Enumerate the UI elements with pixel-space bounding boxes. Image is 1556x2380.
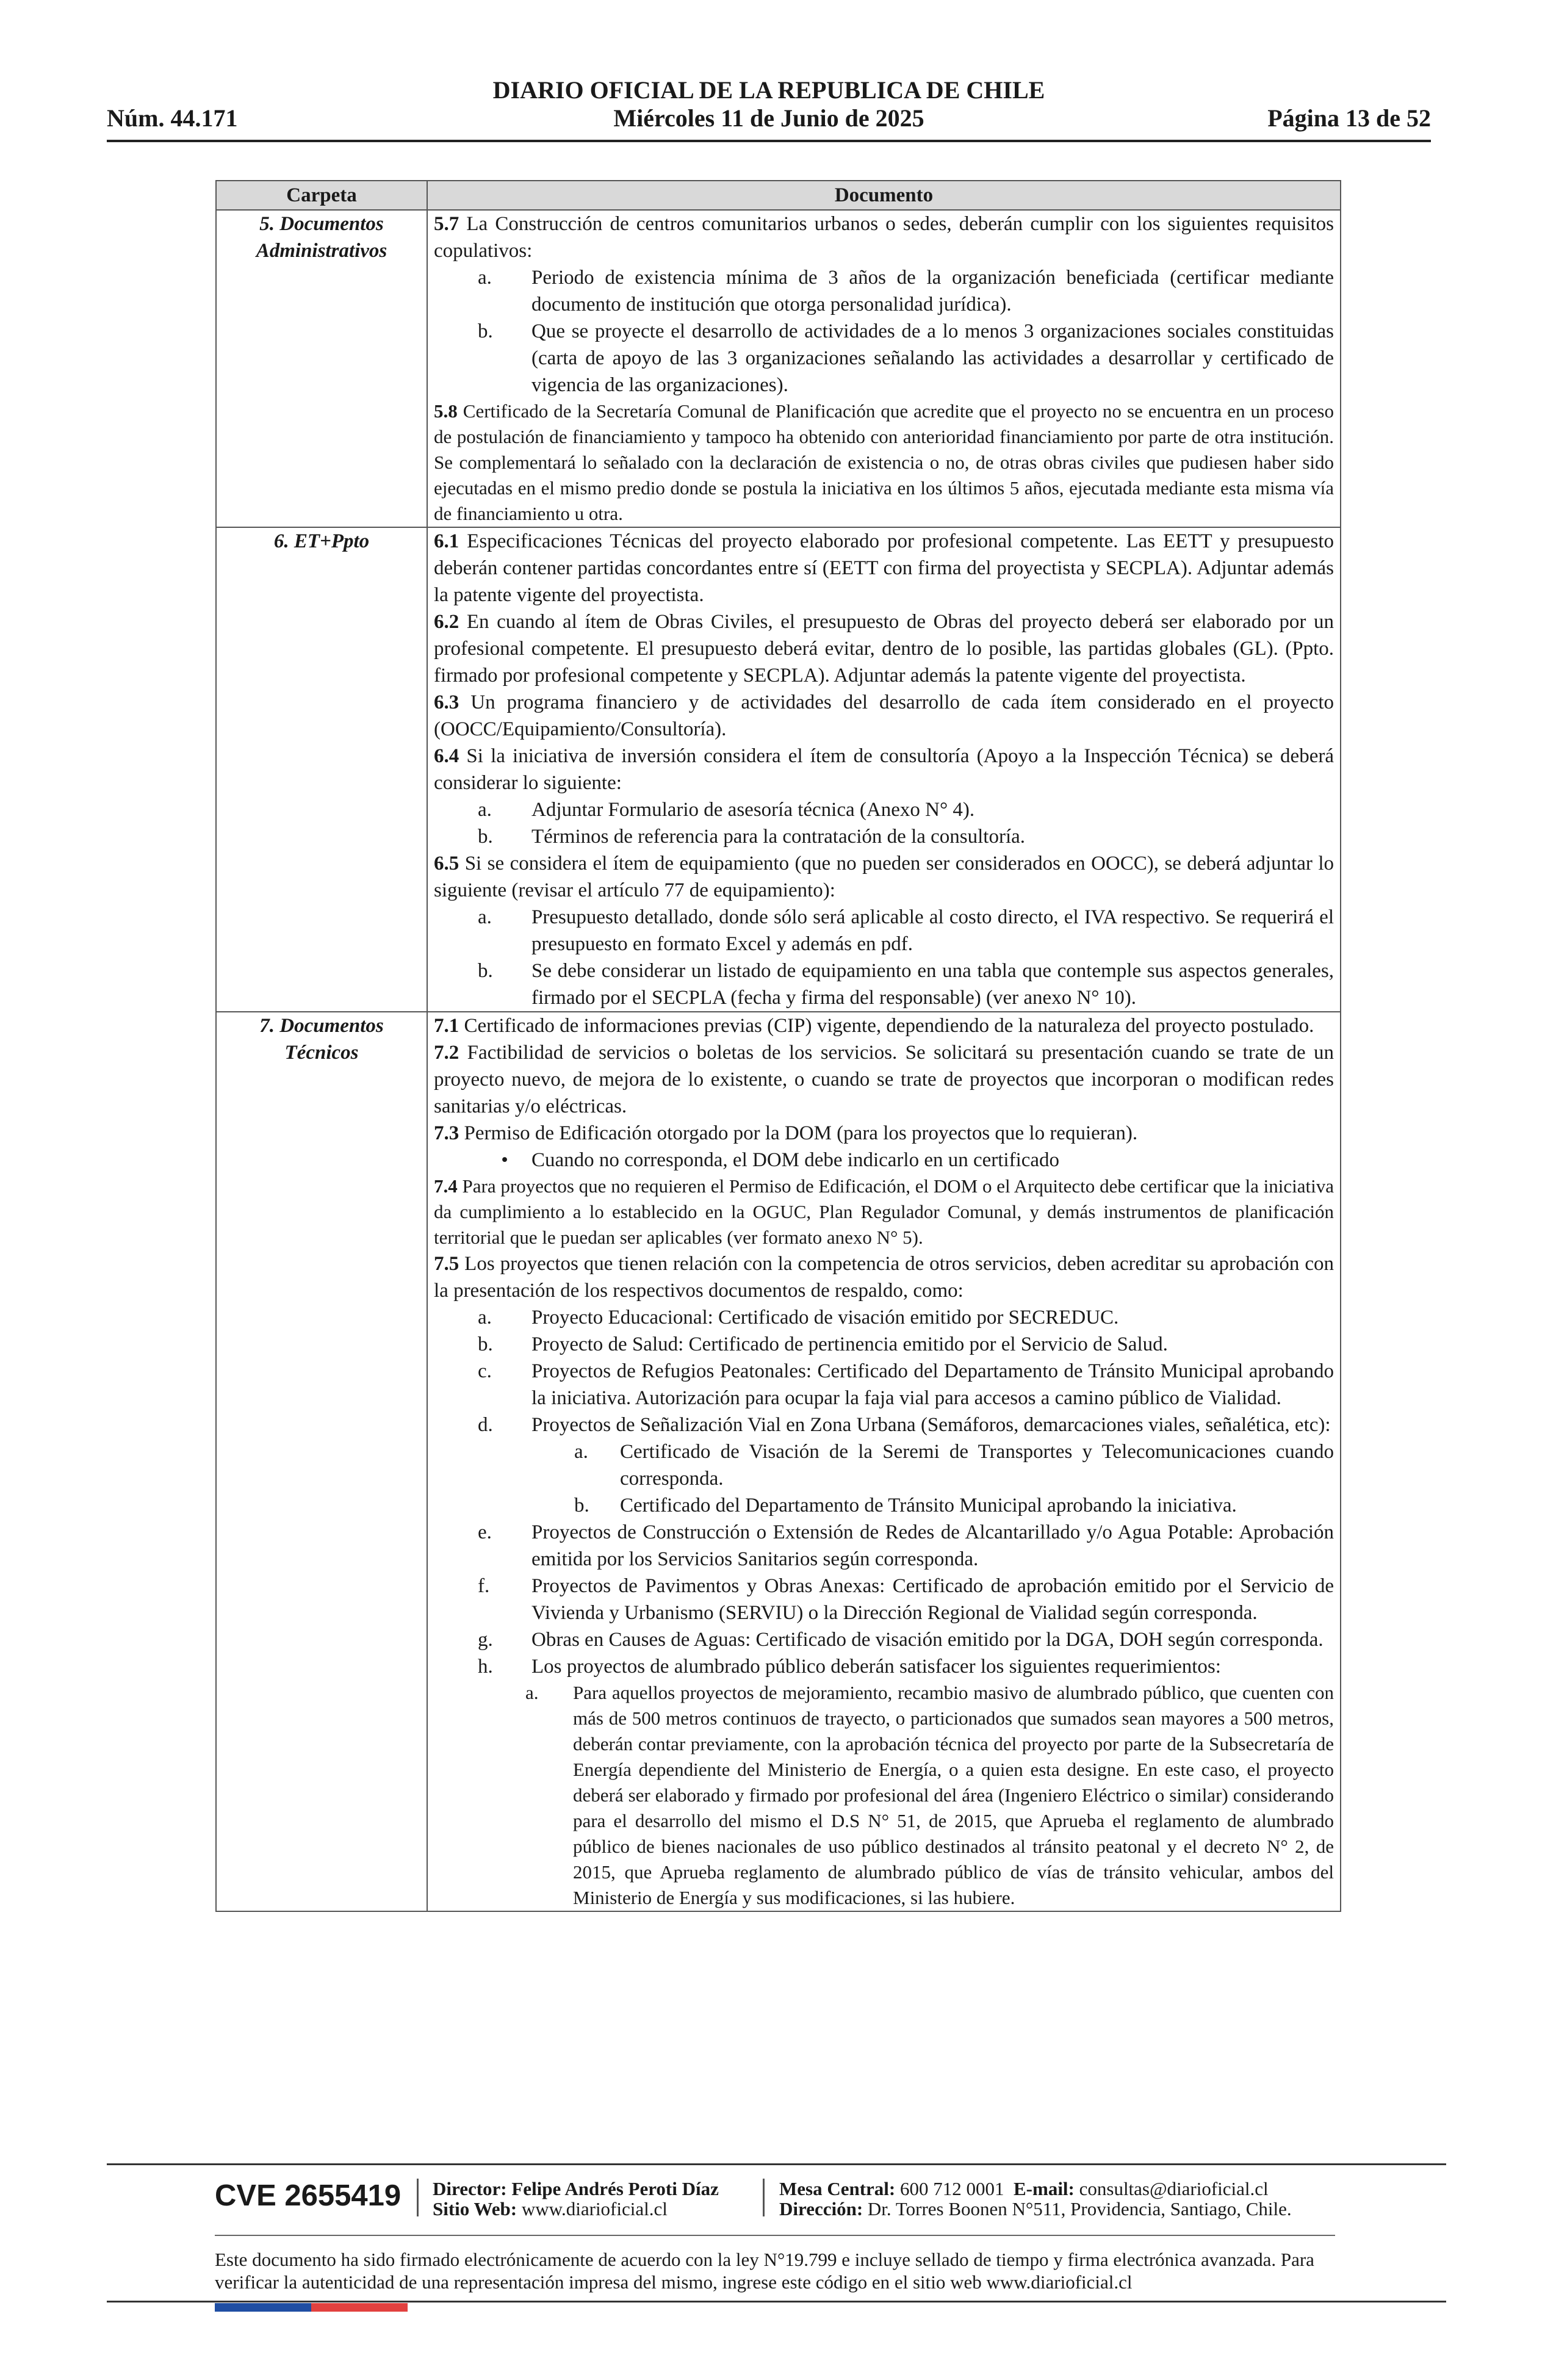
issue-date: Miércoles 11 de Junio de 2025 [613,104,924,132]
paragraph-7-1: 7.1 Certificado de informaciones previas (CIP) vigente, dependiendo de la naturaleza del proyecto postulado. [434,1015,1314,1037]
list-item: b. Se debe considerar un listado de equipamiento en una tabla que contemple sus aspectos generales, firmado por el SECPLA (fecha y firma del responsable) (ver anexo N° 10). [478,960,1334,1009]
sub-list-item: a. Certificado de Visación de la Seremi de Transportes y Telecomunicaciones cuando corresponda. [574,1441,1334,1490]
paragraph-5-7: 5.7 La Construcción de centros comunitarios urbanos o sedes, deberán cumplir con los siguientes requisitos copulativos: [434,213,1334,262]
paragraph-7-5: 7.5 Los proyectos que tienen relación con la competencia de otros servicios, deben acreditar su aprobación con la presentación de los respectivos documentos de respaldo, como: [434,1253,1334,1302]
paragraph-6-4: 6.4 Si la iniciativa de inversión considera el ítem de consultoría (Apoyo a la Inspección Técnica) se deberá considerar lo siguiente: [434,745,1334,794]
address: Dr. Torres Boonen N°511, Providencia, Santiago, Chile. [863,2198,1292,2220]
document-cell [427,527,1341,1012]
list-item: e. Proyectos de Construcción o Extensión de Redes de Alcantarillado y/o Agua Potable: Aprobación emitida por los Servicios Sanitarios según corresponda. [478,1521,1334,1570]
folder-label: 6. ET+Ppto [273,530,370,552]
list-item: b. Términos de referencia para la contratación de la consultoría. [478,826,1026,848]
document-cell [427,210,1341,527]
flag-stripe-red [311,2303,408,2312]
header-rule [107,140,1431,142]
footer-rule [107,2301,1446,2302]
list-item: b. Que se proyecte el desarrollo de actividades de a lo menos 3 organizaciones sociales constituidas (carta de apoyo de las 3 organizaciones señalando las actividades a desarrollar y certificado de vigencia de las organizaciones). [478,320,1334,396]
table-header-row [216,181,1341,210]
paragraph-7-3: 7.3 Permiso de Edificación otorgado por la DOM (para los proyectos que lo requieran). [434,1122,1138,1144]
paragraph-6-1: 6.1 Especificaciones Técnicas del proyecto elaborado por profesional competente. Las EETT y presupuesto deberán contener partidas concordantes entre sí (EETT con firma del proyectista y SECPLA). Adjuntar además la patente vigente del proyectista. [434,530,1334,606]
folder-cell [216,527,427,1012]
page-header [107,76,1431,145]
list-item: c. Proyectos de Refugios Peatonales: Certificado del Departamento de Tránsito Municipal aprobando la iniciativa. Autorización para ocupar la faja vial para accesos a camino público de Vialidad. [478,1360,1334,1409]
folder-label: 7. Documentos [259,1015,384,1037]
folder-column-header: Carpeta [216,181,427,210]
list-item: a. Periodo de existencia mínima de 3 años de la organización beneficiada (certificar mediante documento de institución que otorga personalidad jurídica). [478,267,1334,316]
document-column-header: Documento [427,181,1341,210]
table-row [216,527,1341,1012]
page-number: Página 13 de 52 [1267,104,1431,132]
folder-label: 5. Documentos [259,213,384,235]
cve-code: CVE 2655419 [215,2179,402,2212]
paragraph-7-4: 7.4 Para proyectos que no requieren el Permiso de Edificación, el DOM o el Arquitecto debe certificar que la iniciativa da cumplimiento a lo establecido en la OGUC, Plan Regulador Comunal, y demás instrumentos de planificación territorial que le puedan ser aplicables (ver formato anexo N° 5). [434,1175,1334,1248]
list-item: f. Proyectos de Pavimentos y Obras Anexas: Certificado de aprobación emitido por el Servicio de Vivienda y Urbanismo (SERVIU) o la Dirección Regional de Vialidad según corresponda. [478,1575,1334,1624]
flag-stripe-blue [215,2303,311,2312]
documents-table [215,180,1341,1912]
folder-label: Administrativos [256,240,387,262]
paragraph-7-2: 7.2 Factibilidad de servicios o boletas de los servicios. Se solicitará su presentación cuando se trate de un proyecto nuevo, de mejora de lo existente, o cuando se trate de proyectos que incorporan o modifican redes sanitarias y/o eléctricas. [434,1042,1334,1117]
footer-divider [417,2179,419,2216]
footer-rule [215,2235,1335,2236]
sub-list-item: a. Para aquellos proyectos de mejoramiento, recambio masivo de alumbrado público, que cuenten con más de 500 metros continuos de trayecto, o particionados que sumados sean mayores a 500 metros, deberán contar previamente, con la aprobación técnica del proyecto por parte de la Subsecretaría de Energía dependiente del Ministerio de Energía, o a quien esta designe. En este caso, el proyecto deberá ser elaborado y firmado por profesional del área (Ingeniero Eléctrico o similar) considerando para el desarrollo del mismo el D.S N° 51, de 2015, que Aprueba el reglamento de alumbrado público de bienes nacionales de uso público destinados al tránsito peatonal y el decreto N° 2, de 2015, que Aprueba reglamento de alumbrado público de vías de tránsito vehicular, ambos del Ministerio de Energía y sus modificaciones, si las hubiere. [525,1682,1334,1908]
folder-label: Técnicos [284,1042,359,1064]
issue-number: Núm. 44.171 [107,104,238,132]
footer-rule [107,2163,1446,2165]
website: www.diarioficial.cl [517,2198,668,2220]
list-item: g. Obras en Causes de Aguas: Certificado de visación emitido por la DGA, DOH según corresponda. [478,1629,1324,1651]
folder-cell [216,210,427,527]
footer-contact-block: Mesa Central: 600 712 0001 E-mail: consultas@diarioficial.cl Dirección: Dr. Torres Boonen N°511, Providencia, Santiago, Chile. [779,2178,1292,2220]
email: consultas@diarioficial.cl [1074,2178,1269,2199]
list-item: d. Proyectos de Señalización Vial en Zona Urbana (Semáforos, demarcaciones viales, señalética, etc): [478,1414,1331,1436]
table-row [216,1012,1341,1911]
list-item: a. Proyecto Educacional: Certificado de visación emitido por SECREDUC. [478,1307,1119,1329]
sub-list-item: b. Certificado del Departamento de Tránsito Municipal aprobando la iniciativa. [574,1495,1237,1516]
folder-cell [216,1012,427,1911]
list-item: a. Adjuntar Formulario de asesoría técnica (Anexo N° 4). [478,799,975,821]
paragraph-6-2: 6.2 En cuando al ítem de Obras Civiles, el presupuesto de Obras del proyecto deberá ser elaborado por un profesional competente. El presupuesto deberá evitar, dentro de lo posible, las partidas globales (GL). (Ppto. firmado por profesional competente y SECPLA). Adjuntar además la patente vigente del proyectista. [434,611,1334,687]
paragraph-5-8: 5.8 Certificado de la Secretaría Comunal de Planificación que acredite que el proyecto no se encuentra en un proceso de postulación de financiamiento y tampoco ha obtenido con anterioridad financiamiento por parte de otra institución. Se complementará lo señalado con la declaración de existencia o no, de otras obras civiles que pudiesen haber sido ejecutadas en el mismo predio donde se postula la iniciativa en los últimos 5 años, ejecutada mediante esta misma vía de financiamiento u otra. [434,400,1334,524]
footer-director-block: Director: Felipe Andrés Peroti Díaz Sitio Web: www.diarioficial.cl [433,2178,719,2220]
list-item: h. Los proyectos de alumbrado público deberán satisfacer los siguientes requerimientos: [478,1656,1221,1678]
newspaper-title: DIARIO OFICIAL DE LA REPUBLICA DE CHILE [492,76,1045,104]
director-name: Felipe Andrés Peroti Díaz [506,2178,719,2199]
table-row [216,210,1341,527]
paragraph-6-3: 6.3 Un programa financiero y de actividades del desarrollo de cada ítem considerado en el proyecto (OOCC/Equipamiento/Consultoría). [434,691,1334,740]
signature-note: Este documento ha sido firmado electrónicamente de acuerdo con la ley N°19.799 e incluye sellado de tiempo y firma electrónica avanzada. Para verificar la autenticidad de una representación impresa del mismo, ingrese este código en el sitio web www.diarioficial.cl [215,2249,1314,2293]
paragraph-6-5: 6.5 Si se considera el ítem de equipamiento (que no pueden ser considerados en OOCC), se deberá adjuntar lo siguiente (revisar el artículo 77 de equipamiento): [434,853,1334,901]
list-item: a. Presupuesto detallado, donde sólo será aplicable al costo directo, el IVA respectivo. Se requerirá el presupuesto en formato Excel y además en pdf. [478,906,1334,955]
document-cell [427,1012,1341,1911]
list-item: b. Proyecto de Salud: Certificado de pertinencia emitido por el Servicio de Salud. [478,1333,1168,1355]
phone: 600 712 0001 [895,2178,1004,2199]
bullet-item: • Cuando no corresponda, el DOM debe indicarlo en un certificado [501,1149,1060,1171]
footer-divider [763,2179,765,2216]
